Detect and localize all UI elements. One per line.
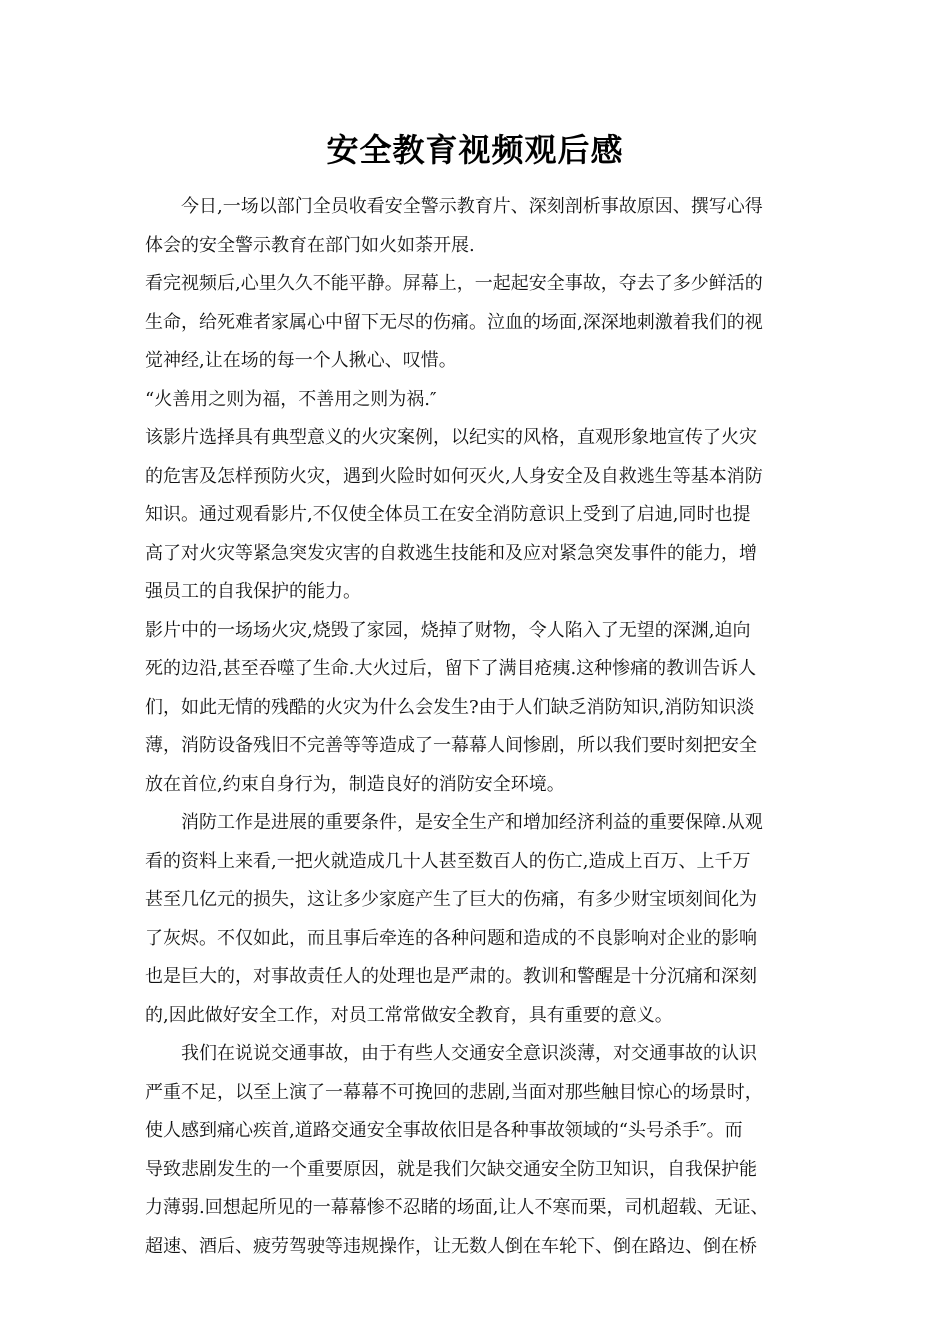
body-text-line: 的,因此做好安全工作，对员工常常做安全教育，具有重要的意义。 [145,1004,673,1026]
body-text-line: 生命，给死难者家属心中留下无尽的伤痛。泣血的场面,深深地刺激着我们的视 [145,311,763,333]
body-text-line: 甚至几亿元的损失，这让多少家庭产生了巨大的伤痛，有多少财宝顷刻间化为 [145,889,757,910]
body-text-line: 也是巨大的，对事故责任人的处理也是严肃的。教训和警醒是十分沉痛和深刻 [145,966,757,987]
body-text-line: 消防工作是进展的重要条件，是安全生产和增加经济利益的重要保障.从观 [145,812,763,833]
body-text-line: 了灰烬。不仅如此，而且事后牵连的各种问题和造成的不良影响对企业的影响 [145,927,757,949]
body-text-line: “火善用之则为福，不善用之则为祸.″ [145,388,437,410]
body-text-line: 们，如此无情的残酷的火灾为什么会发生?由于人们缺乏消防知识,消防知识淡 [145,696,755,718]
body-text-line: 该影片选择具有典型意义的火灾案例，以纪实的风格，直观形象地宣传了火灾 [145,427,757,448]
body-text-line: 今日,一场以部门全员收看安全警示教育片、深刻剖析事故原因、撰写心得 [145,196,763,217]
body-text-line: 超速、酒后、疲劳驾驶等违规操作，让无数人倒在车轮下、倒在路边、倒在桥 [145,1235,757,1257]
body-text-line: 的危害及怎样预防火灾，遇到火险时如何灭火,人身安全及自救逃生等基本消防 [145,465,763,487]
body-text-line: 我们在说说交通事故，由于有些人交通安全意识淡薄，对交通事故的认识 [145,1043,757,1064]
body-text-line: 体会的安全警示教育在部门如火如荼开展. [145,234,475,256]
body-text-line: 看完视频后,心里久久不能平静。屏幕上，一起起安全事故，夺去了多少鲜活的 [145,273,763,294]
body-text-line: 严重不足，以至上演了一幕幕不可挽回的悲剧,当面对那些触目惊心的场景时， [145,1081,763,1103]
body-text-line: 强员工的自我保护的能力。 [145,581,361,602]
body-text-line: 知识。通过观看影片,不仅使全体员工在安全消防意识上受到了启迪,同时也提 [145,504,751,525]
body-text-line: 影片中的一场场火灾,烧毁了家园，烧掉了财物，令人陷入了无望的深渊,迫向 [145,619,751,641]
body-text-line: 觉神经,让在场的每一个人揪心、叹惜。 [145,350,457,371]
body-text-line: 使人感到痛心疾首,道路交通安全事故依旧是各种事故领域的“头号杀手″。而 [145,1120,743,1141]
body-text-line: 看的资料上来看,一把火就造成几十人甚至数百人的伤亡,造成上百万、上千万 [145,850,751,872]
document-body [145,188,810,1266]
body-text-line: 导致悲剧发生的一个重要原因，就是我们欠缺交通安全防卫知识，自我保护能 [145,1158,757,1180]
body-text-line: 死的边沿,甚至吞噬了生命.大火过后，留下了满目疮痍.这种惨痛的教训告诉人 [145,658,757,679]
body-text-line: 薄，消防设备残旧不完善等等造成了一幕幕人间惨剧，所以我们要时刻把安全 [145,735,757,756]
document-title: 安全教育视频观后感 [326,131,624,169]
body-text-line: 力薄弱.回想起所见的一幕幕惨不忍睹的场面,让人不寒而栗，司机超载、无证、 [145,1197,769,1218]
body-text-line: 高了对火灾等紧急突发灾害的自救逃生技能和及应对紧急突发事件的能力，增 [145,542,757,564]
body-text-line: 放在首位,约束自身行为，制造良好的消防安全环境。 [145,773,565,795]
